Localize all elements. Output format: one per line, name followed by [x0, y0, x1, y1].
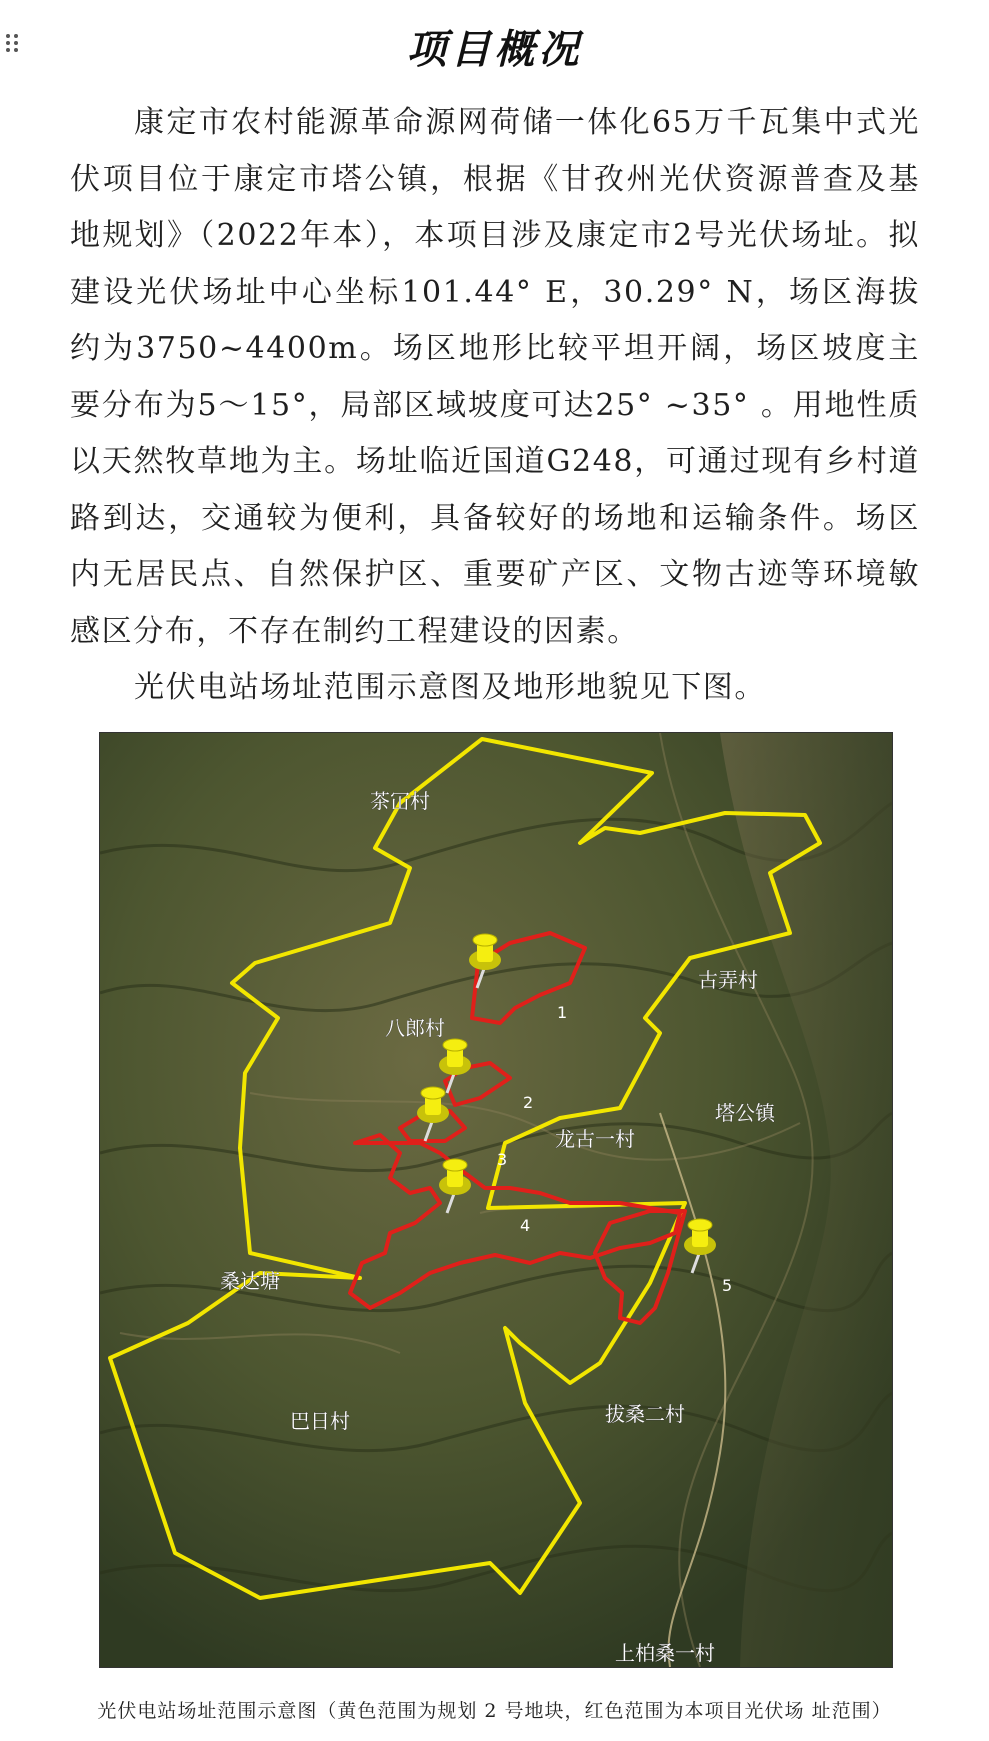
- label-bari-village: 巴日村: [290, 1409, 350, 1433]
- plot-number-1: 1: [557, 1003, 568, 1022]
- figure-intro-paragraph: 光伏电站场址范围示意图及地形地貌见下图。: [134, 670, 766, 705]
- plot-number-2: 2: [523, 1093, 534, 1112]
- page-title: 项目概况: [406, 26, 583, 73]
- overview-paragraph: 康定市农村能源革命源网荷储一体化65万千瓦集中式光伏项目位于康定市塔公镇，根据《甘孜州光伏资源普查及基地规划》（2022年本），本项目涉及康定市2号光伏场址。拟建设光伏场址中心坐标101.44° E，30.29° N，场区海拔约为3750~4400m。场区地形比较平坦开阔，场区坡度主要分布为5～15°，局部区域坡度可达25° ~35° 。用地性质以天然牧草地为主。场址临近国道G248，可通过现有乡村道路到达，交通较为便利，具备较好的场地和运输条件。场区内无居民点、自然保护区、重要矿产区、文物古迹等环境敏感区分布，不存在制约工程建设的因素。: [70, 105, 920, 649]
- plot-number-4: 4: [520, 1216, 531, 1235]
- figure-caption: 光伏电站场址范围示意图（黄色范围为规划 2 号地块，红色范围为本项目光伏场 址范围）: [97, 1700, 892, 1722]
- label-shangbaisang-village: 上柏桑一村: [615, 1641, 715, 1665]
- label-tagong-town: 塔公镇: [715, 1101, 775, 1125]
- label-basang-village: 拔桑二村: [605, 1402, 685, 1426]
- label-gunong-village: 古弄村: [698, 968, 758, 992]
- plot-number-3: 3: [497, 1150, 508, 1169]
- plot-number-5: 5: [722, 1276, 733, 1295]
- label-chaxiang-village: 茶冚村: [370, 789, 430, 813]
- site-map-figure: [99, 732, 893, 1668]
- label-sangdatang: 桑达塘: [220, 1269, 280, 1293]
- label-balang-village: 八郎村: [385, 1016, 445, 1040]
- label-longgu-village: 龙古一村: [555, 1127, 635, 1151]
